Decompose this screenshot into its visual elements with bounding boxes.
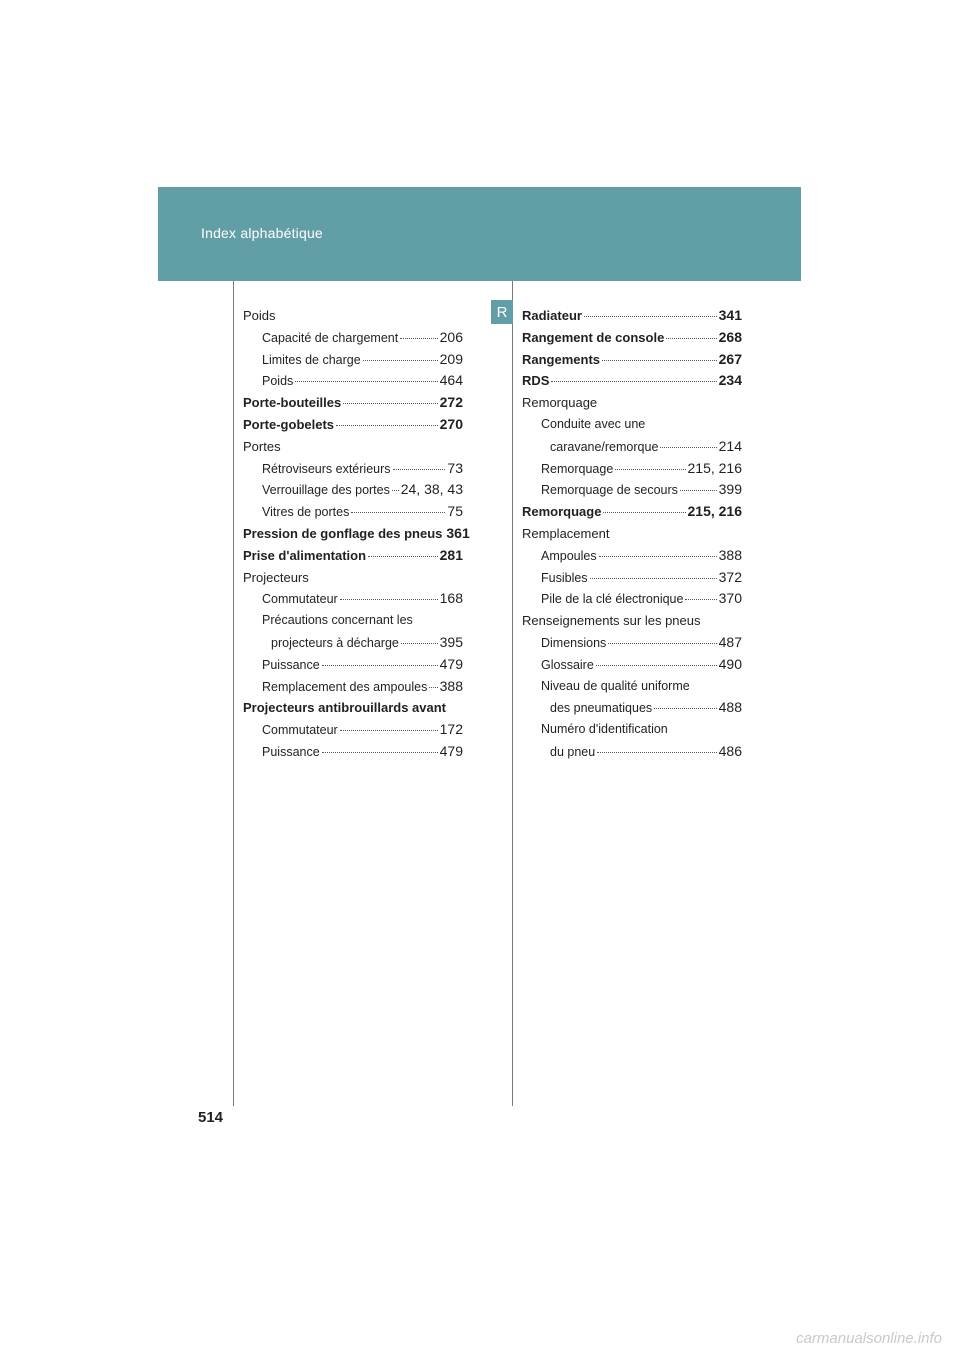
leader-dots bbox=[590, 578, 717, 579]
index-entry-page: 215, 216 bbox=[687, 459, 742, 476]
index-entry bbox=[243, 741, 463, 763]
leader-dots bbox=[602, 360, 717, 361]
index-entry-page: 341 bbox=[718, 307, 742, 323]
index-entry-term: Commutateur bbox=[262, 592, 338, 607]
index-entry-term: Ampoules bbox=[541, 548, 597, 563]
index-entry-term: projecteurs à décharge bbox=[271, 635, 399, 650]
header-bar bbox=[158, 187, 801, 281]
index-entry bbox=[243, 632, 463, 654]
index-entry-term: Remplacement bbox=[522, 525, 610, 541]
leader-dots bbox=[666, 338, 716, 339]
leader-dots bbox=[401, 643, 438, 644]
index-entry bbox=[522, 392, 742, 414]
index-entry bbox=[243, 610, 463, 632]
leader-dots bbox=[368, 556, 438, 557]
index-entry-term: Pile de la clé électronique bbox=[541, 592, 684, 607]
index-entry-page: 168 bbox=[439, 590, 463, 607]
header-title: Index alphabétique bbox=[201, 225, 323, 241]
index-entry-page: 281 bbox=[439, 546, 463, 563]
index-entry-term: Projecteurs antibrouillards avant bbox=[243, 700, 447, 716]
index-entry-page: 490 bbox=[718, 655, 742, 672]
index-entry-page: 267 bbox=[718, 350, 742, 367]
leader-dots bbox=[597, 752, 716, 753]
index-entry bbox=[243, 719, 463, 741]
leader-dots bbox=[608, 643, 716, 644]
leader-dots bbox=[393, 469, 446, 470]
index-entry bbox=[243, 676, 463, 698]
index-entry-term: Fusibles bbox=[541, 570, 588, 585]
index-entry bbox=[522, 327, 742, 349]
index-entry-term: Porte-bouteilles bbox=[243, 395, 342, 411]
index-entry bbox=[243, 654, 463, 676]
leader-dots bbox=[363, 360, 438, 361]
index-entry bbox=[243, 392, 463, 414]
index-entry-term: Radiateur bbox=[522, 308, 582, 323]
index-entry-page: 388 bbox=[439, 677, 463, 694]
index-entry bbox=[243, 501, 463, 523]
index-entry-page: 388 bbox=[718, 546, 742, 563]
index-entry-term: Puissance bbox=[262, 657, 320, 672]
index-entry bbox=[243, 567, 463, 589]
leader-dots bbox=[400, 338, 437, 339]
index-entry bbox=[522, 305, 742, 327]
index-entry bbox=[243, 458, 463, 480]
index-column-right bbox=[522, 305, 742, 763]
leader-dots bbox=[680, 490, 717, 491]
index-entry-term: Numéro d'identification bbox=[541, 722, 668, 737]
leader-dots bbox=[322, 665, 438, 666]
index-entry-term: Remorquage bbox=[541, 461, 614, 476]
index-entry-term: Pression de gonflage des pneus bbox=[243, 525, 443, 541]
index-entry bbox=[522, 370, 742, 392]
index-entry bbox=[522, 523, 742, 545]
index-entry-term: du pneu bbox=[550, 744, 596, 759]
index-entry bbox=[522, 501, 742, 523]
index-entry-term: Remorquage bbox=[522, 504, 602, 520]
leader-dots bbox=[322, 752, 438, 753]
index-entry-page: 479 bbox=[439, 742, 463, 759]
index-entry-term: Portes bbox=[243, 438, 281, 454]
left-margin-rule bbox=[233, 281, 234, 1106]
index-entry bbox=[522, 676, 742, 698]
leader-dots bbox=[340, 599, 438, 600]
index-entry-term: des pneumatiques bbox=[550, 701, 653, 716]
index-entry-page: 172 bbox=[439, 721, 463, 738]
index-entry bbox=[522, 567, 742, 589]
index-entry-page: 75 bbox=[447, 503, 463, 520]
leader-dots bbox=[295, 381, 437, 382]
index-entry-term: RDS bbox=[522, 373, 550, 389]
index-entry bbox=[243, 479, 463, 501]
index-entry-term: Capacité de chargement bbox=[262, 330, 399, 345]
index-entry bbox=[522, 632, 742, 654]
index-entry bbox=[243, 370, 463, 392]
index-entry-page: 73 bbox=[447, 459, 463, 476]
leader-dots bbox=[336, 425, 438, 426]
page-number: 514 bbox=[198, 1109, 224, 1126]
leader-dots bbox=[654, 708, 716, 709]
index-entry-page: 272 bbox=[439, 394, 463, 411]
index-entry-term: Niveau de qualité uniforme bbox=[541, 678, 690, 693]
index-entry-page: 395 bbox=[439, 633, 463, 650]
index-entry-term: Remorquage bbox=[522, 395, 598, 411]
leader-dots bbox=[392, 490, 399, 491]
watermark: carmanualsonline.info bbox=[796, 1330, 942, 1347]
index-entry bbox=[522, 741, 742, 763]
index-entry bbox=[243, 545, 463, 567]
leader-dots bbox=[340, 730, 438, 731]
leader-dots bbox=[615, 469, 685, 470]
index-entry-page: 361 bbox=[446, 524, 470, 541]
leader-dots bbox=[660, 447, 716, 448]
index-entry-term: Limites de charge bbox=[262, 352, 361, 367]
index-entry-term: Prise d'alimentation bbox=[243, 547, 367, 563]
index-entry bbox=[243, 436, 463, 458]
index-entry-term: Remorquage de secours bbox=[541, 483, 678, 498]
index-entry-page: 24, 38, 43 bbox=[400, 481, 463, 498]
index-entry bbox=[522, 458, 742, 480]
index-entry-page: 479 bbox=[439, 655, 463, 672]
leader-dots bbox=[351, 512, 445, 513]
index-entry-term: Vitres de portes bbox=[262, 505, 350, 520]
leader-dots bbox=[596, 665, 717, 666]
index-entry-term: Rétroviseurs extérieurs bbox=[262, 461, 391, 476]
index-entry bbox=[522, 349, 742, 371]
index-entry bbox=[522, 479, 742, 501]
leader-dots bbox=[584, 316, 717, 317]
index-entry-page: 214 bbox=[718, 437, 742, 454]
index-entry-term: Commutateur bbox=[262, 723, 338, 738]
index-entry-page: 486 bbox=[718, 742, 742, 759]
index-entry bbox=[522, 588, 742, 610]
leader-dots bbox=[429, 687, 437, 688]
index-entry-page: 234 bbox=[718, 372, 742, 389]
index-entry bbox=[522, 654, 742, 676]
index-entry-term: Verrouillage des portes bbox=[262, 483, 390, 498]
index-entry-term: caravane/remorque bbox=[550, 439, 659, 454]
index-entry-page: 372 bbox=[718, 568, 742, 585]
section-letter-tab: R bbox=[491, 300, 513, 324]
index-entry bbox=[522, 414, 742, 436]
column-divider-rule bbox=[512, 281, 513, 1106]
index-entry bbox=[522, 545, 742, 567]
index-entry bbox=[243, 349, 463, 371]
leader-dots bbox=[603, 512, 685, 513]
index-entry-page: 370 bbox=[718, 590, 742, 607]
index-entry-term: Porte-gobelets bbox=[243, 416, 335, 432]
leader-dots bbox=[551, 381, 716, 382]
index-entry-page: 215, 216 bbox=[687, 503, 742, 520]
index-entry-term: Rangements bbox=[522, 351, 601, 367]
index-entry-page: 487 bbox=[718, 633, 742, 650]
index-entry-term: Remplacement des ampoules bbox=[262, 679, 428, 694]
index-entry-page: 268 bbox=[718, 328, 742, 345]
index-entry-term: Projecteurs bbox=[243, 569, 309, 585]
index-entry-page: 270 bbox=[439, 415, 463, 432]
index-entry bbox=[522, 719, 742, 741]
index-entry bbox=[243, 414, 463, 436]
index-entry-term: Poids bbox=[243, 308, 276, 323]
index-column-left bbox=[243, 305, 470, 763]
index-entry-term: Poids bbox=[262, 374, 294, 389]
index-entry-term: Renseignements sur les pneus bbox=[522, 613, 701, 629]
index-entry-term: Glossaire bbox=[541, 657, 594, 672]
index-entry bbox=[243, 523, 470, 545]
index-entry bbox=[522, 436, 742, 458]
index-entry bbox=[243, 327, 463, 349]
leader-dots bbox=[343, 403, 437, 404]
index-entry-term: Précautions concernant les bbox=[262, 613, 413, 628]
index-entry-page: 209 bbox=[439, 350, 463, 367]
index-entry-term: Conduite avec une bbox=[541, 416, 646, 431]
index-entry-page: 488 bbox=[718, 699, 742, 716]
index-entry bbox=[522, 697, 742, 719]
index-entry-page: 206 bbox=[439, 328, 463, 345]
index-entry-page: 399 bbox=[718, 481, 742, 498]
leader-dots bbox=[685, 599, 716, 600]
index-entry bbox=[522, 610, 742, 632]
index-entry-page: 464 bbox=[439, 372, 463, 389]
index-entry bbox=[243, 305, 463, 327]
index-entry bbox=[243, 697, 463, 719]
index-entry-term: Puissance bbox=[262, 744, 320, 759]
index-entry-term: Rangement de console bbox=[522, 329, 665, 345]
leader-dots bbox=[599, 556, 717, 557]
index-entry bbox=[243, 588, 463, 610]
index-entry-term: Dimensions bbox=[541, 635, 607, 650]
